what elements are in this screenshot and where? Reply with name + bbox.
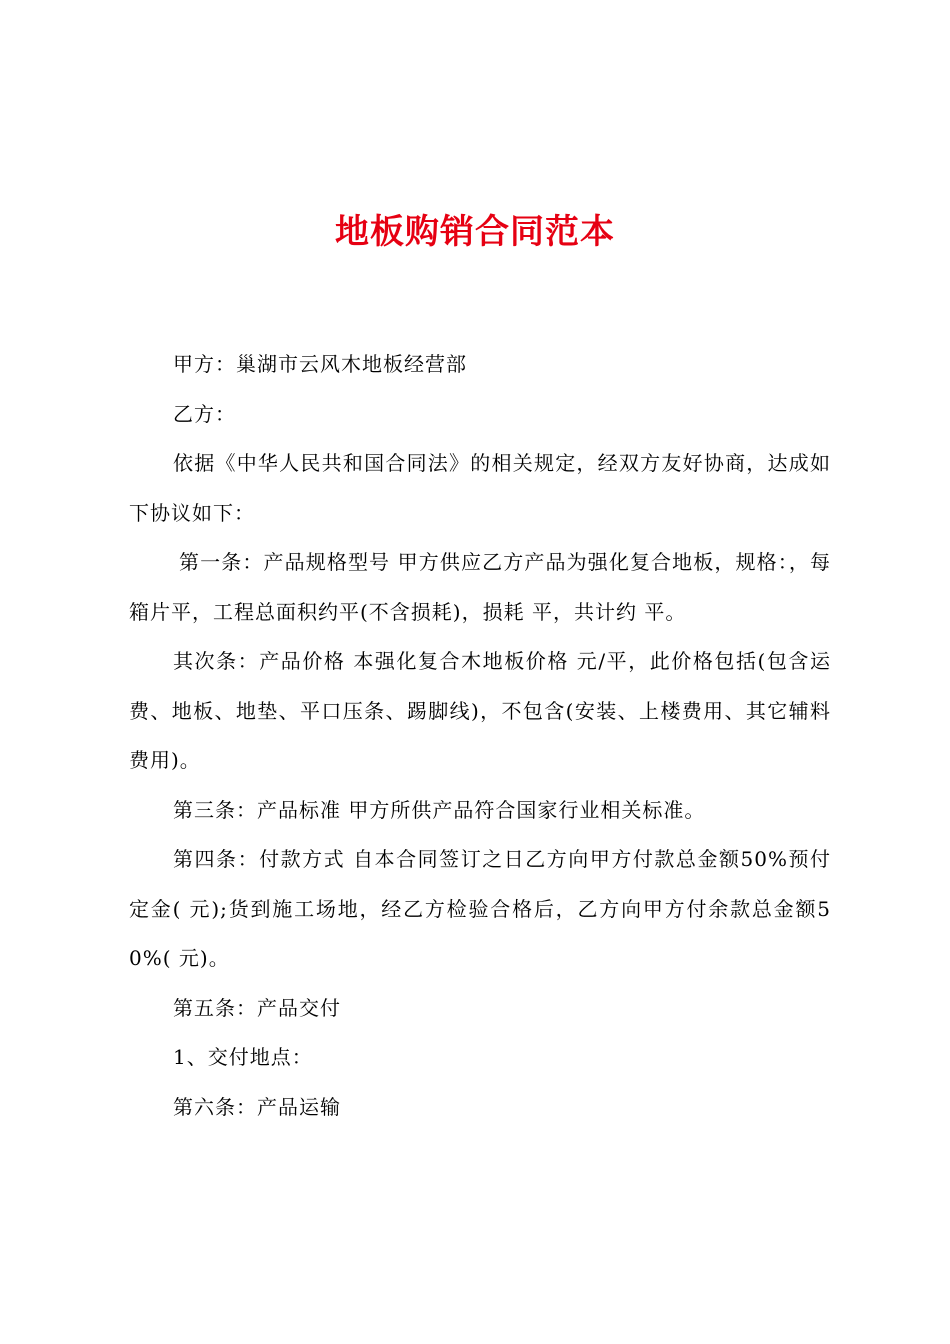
article-3: 第三条：产品标准 甲方所供产品符合国家行业相关标准。	[173, 797, 706, 822]
document-body	[129, 340, 831, 1132]
article-1: 第一条：产品规格型号 甲方供应乙方产品为强化复合地板，规格：，每箱片平，工程总面积约平(不含损耗)，损耗 平，共计约 平。	[129, 550, 831, 624]
preamble: 依据《中华人民共和国合同法》的相关规定，经双方友好协商，达成如下协议如下：	[129, 451, 831, 525]
party-a: 甲方：巢湖市云风木地板经营部	[173, 352, 467, 376]
document-title: 地板购销合同范本	[335, 212, 615, 252]
article-2: 其次条：产品价格 本强化复合木地板价格 元/平，此价格包括(包含运费、地板、地垫、平口压条、踢脚线)，不包含(安装、上楼费用、其它辅料费用)。	[129, 649, 831, 772]
article-4: 第四条：付款方式 自本合同签订之日乙方向甲方付款总金额50%预付定金( 元);货到施工场地，经乙方检验合格后，乙方向甲方付余款总金额50%( 元)。	[129, 847, 831, 970]
party-b: 乙方：	[173, 401, 236, 426]
article-5: 第五条：产品交付	[173, 995, 341, 1020]
article-6: 第六条：产品运输	[173, 1094, 341, 1119]
article-5-item-1: 1、交付地点：	[173, 1045, 313, 1069]
